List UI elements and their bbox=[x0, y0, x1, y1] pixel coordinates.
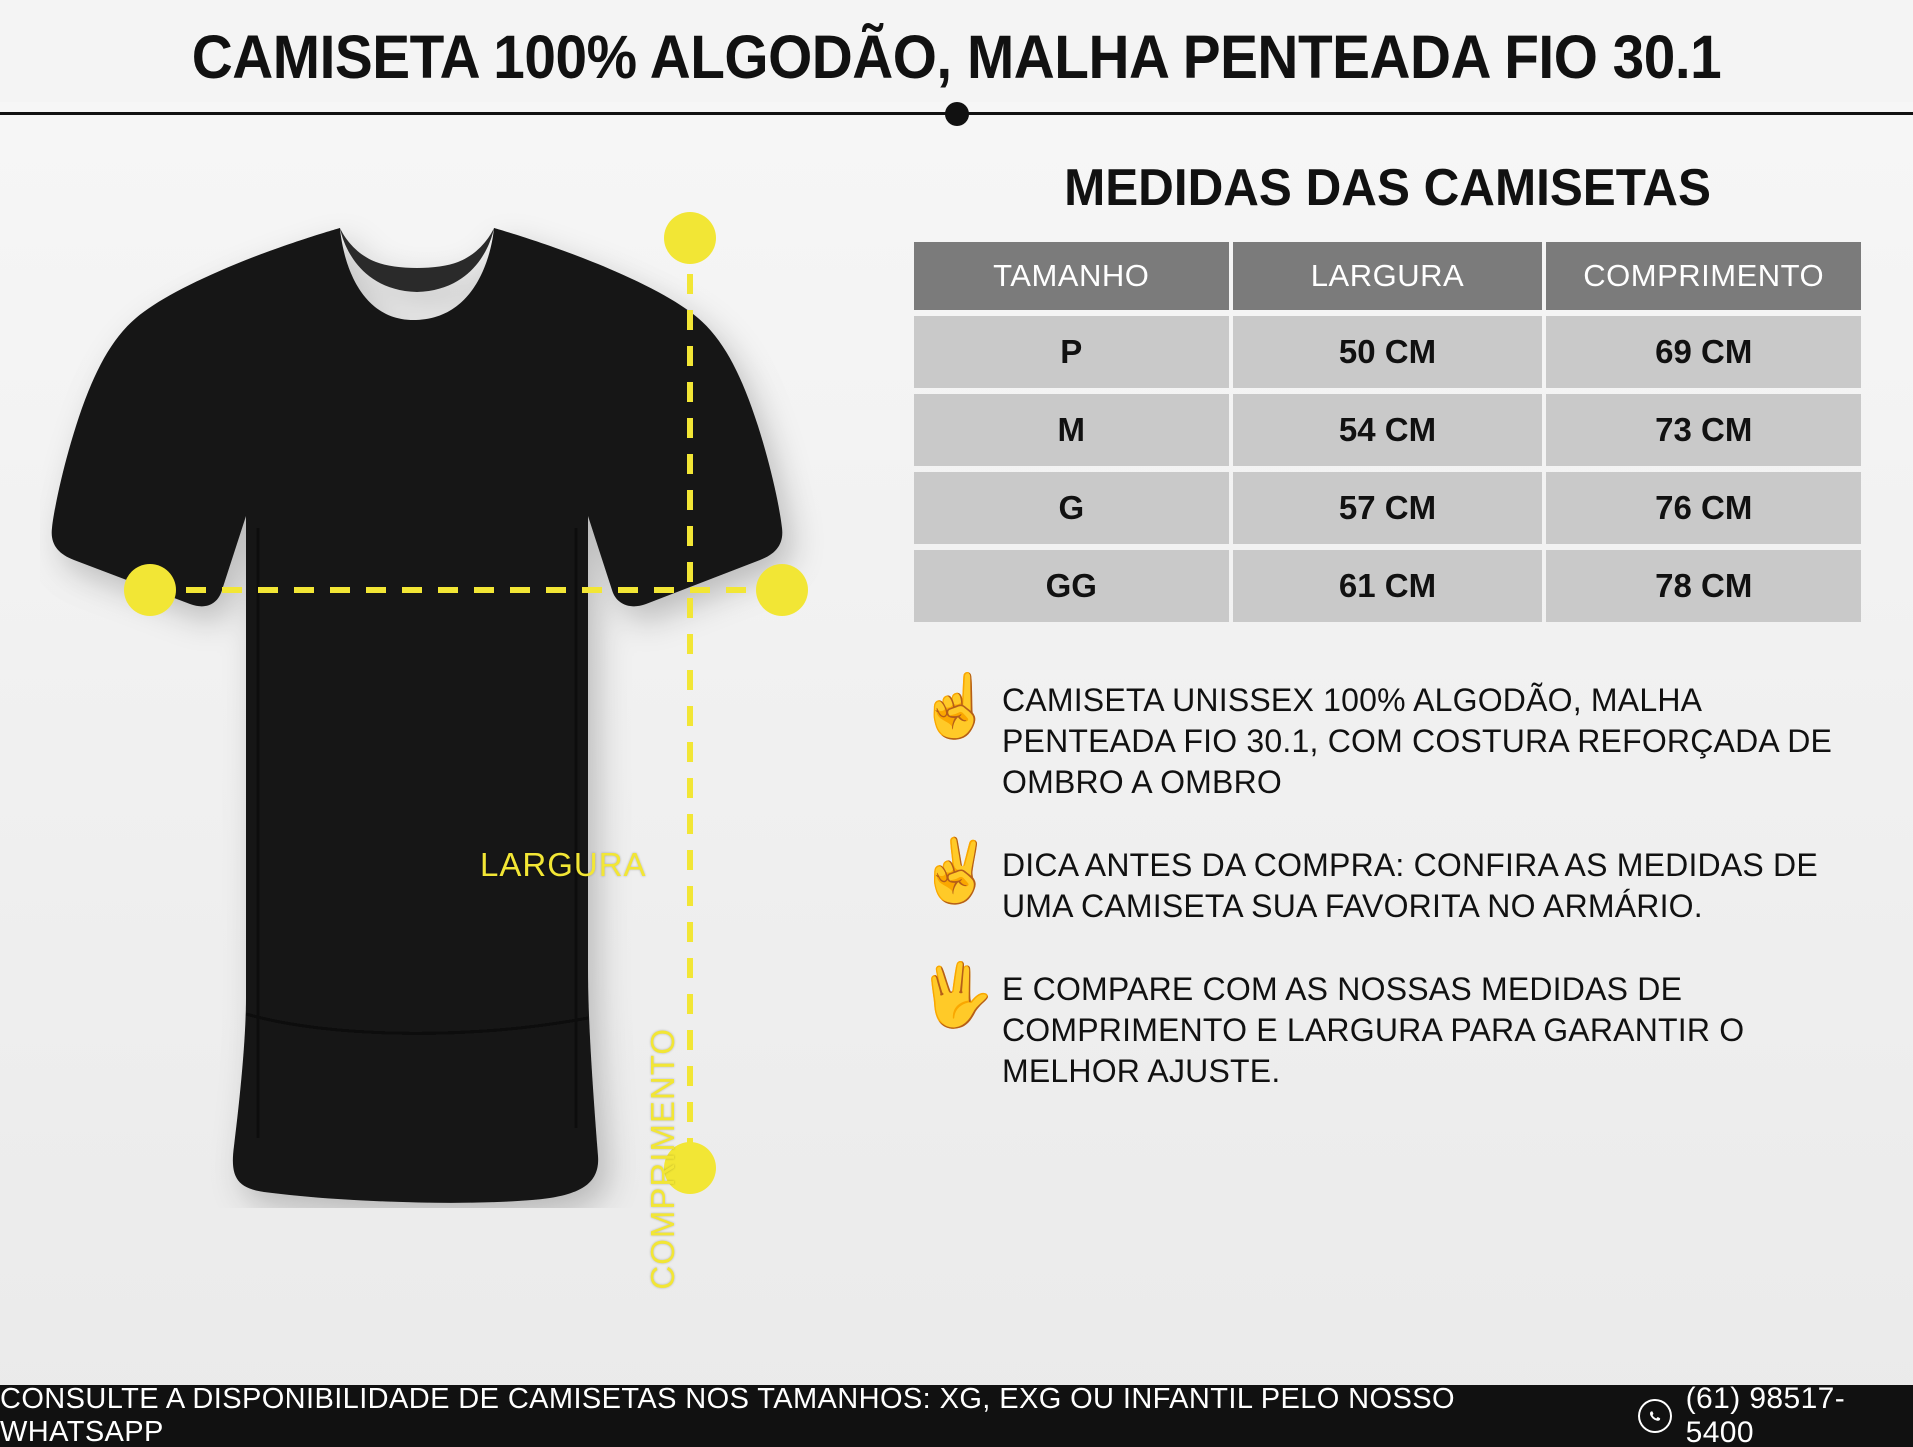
measurements-panel bbox=[900, 128, 1913, 1385]
width-label: LARGURA bbox=[480, 846, 647, 883]
cell-width: 50 CM bbox=[1233, 316, 1543, 388]
note-item bbox=[910, 960, 1865, 1092]
cell-size: GG bbox=[914, 550, 1229, 622]
column-header-size: TAMANHO bbox=[914, 242, 1229, 310]
hand-point-up-icon: ☝ bbox=[917, 672, 995, 741]
cell-width: 54 CM bbox=[1233, 394, 1543, 466]
whatsapp-icon[interactable] bbox=[1638, 1399, 1672, 1433]
guide-dot-right bbox=[756, 564, 808, 616]
table-title: MEDIDAS DAS CAMISETAS bbox=[1064, 159, 1711, 217]
note-text: CAMISETA UNISSEX 100% ALGODÃO, MALHA PENTEADA FIO 30.1, COM COSTURA REFORÇADA DE OMBRO A OMBRO bbox=[1002, 682, 1833, 800]
notes-list bbox=[910, 674, 1865, 1092]
page-title: CAMISETA 100% ALGODÃO, MALHA PENTEADA FIO 30.1 bbox=[191, 23, 1722, 91]
content-area bbox=[0, 128, 1913, 1385]
cell-size: P bbox=[914, 316, 1229, 388]
size-table bbox=[910, 236, 1865, 628]
table-row bbox=[914, 316, 1861, 388]
note-text: DICA ANTES DA COMPRA: CONFIRA AS MEDIDAS DE UMA CAMISETA SUA FAVORITA NO ARMÁRIO. bbox=[1002, 846, 1818, 924]
cell-length: 76 CM bbox=[1546, 472, 1861, 544]
table-row bbox=[914, 550, 1861, 622]
column-header-length: COMPRIMENTO bbox=[1546, 242, 1861, 310]
cell-length: 69 CM bbox=[1546, 316, 1861, 388]
divider-dot bbox=[945, 102, 969, 126]
length-label: COMPRIMENTO bbox=[644, 1028, 681, 1290]
footer-phone[interactable]: (61) 98517-5400 bbox=[1685, 1382, 1846, 1447]
shirt-illustration-panel bbox=[0, 128, 900, 1385]
cell-size: G bbox=[914, 472, 1229, 544]
note-item bbox=[910, 836, 1865, 927]
note-text: E COMPARE COM AS NOSSAS MEDIDAS DE COMPRIMENTO E LARGURA PARA GARANTIR O MELHOR AJUSTE. bbox=[1002, 970, 1745, 1089]
header-divider bbox=[0, 102, 1913, 128]
column-header-width: LARGURA bbox=[1233, 242, 1543, 310]
tshirt-graphic bbox=[40, 198, 870, 1208]
shirt-illustration bbox=[40, 198, 870, 1290]
footer-text: CONSULTE A DISPONIBILIDADE DE CAMISETAS NOS TAMANHOS: XG, EXG OU INFANTIL PELO NOSSO WHATSAPP bbox=[0, 1383, 1455, 1447]
cell-size: M bbox=[914, 394, 1229, 466]
cell-width: 57 CM bbox=[1233, 472, 1543, 544]
guide-dot-top bbox=[664, 212, 716, 264]
hand-three-fingers-icon: 🖖 bbox=[917, 960, 995, 1030]
header bbox=[0, 0, 1913, 102]
hand-victory-two-icon: ✌ bbox=[917, 836, 995, 906]
cell-width: 61 CM bbox=[1233, 550, 1543, 622]
table-row bbox=[914, 394, 1861, 466]
footer-bar bbox=[0, 1382, 1913, 1447]
guide-dot-left bbox=[124, 564, 176, 616]
table-row bbox=[914, 472, 1861, 544]
note-item bbox=[910, 674, 1865, 803]
table-header-row bbox=[914, 242, 1861, 310]
cell-length: 73 CM bbox=[1546, 394, 1861, 466]
cell-length: 78 CM bbox=[1546, 550, 1861, 622]
